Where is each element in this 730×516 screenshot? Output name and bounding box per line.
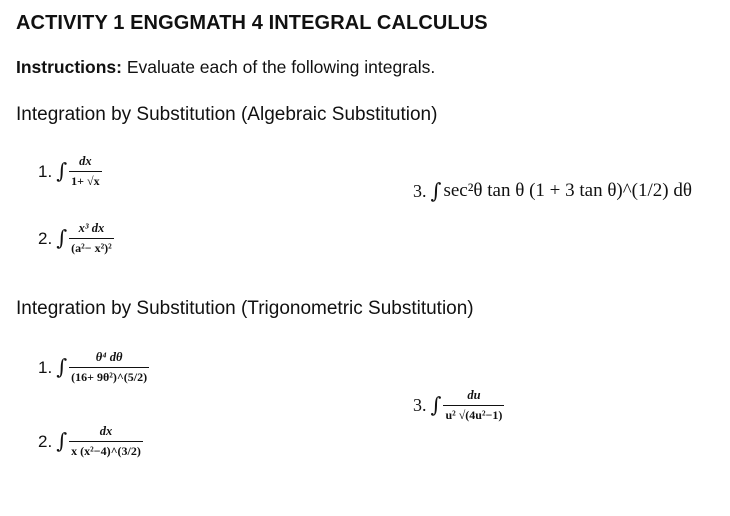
problem-number: 1.	[38, 357, 53, 377]
problem-number: 3.	[413, 395, 427, 415]
numerator: dx	[79, 154, 92, 168]
problem-algebraic-3	[413, 180, 692, 202]
problem-trig-2	[38, 424, 143, 459]
section-heading-algebraic: Integration by Substitution (Algebraic Substitution)	[16, 104, 438, 125]
denominator: 1+ √x	[71, 174, 100, 188]
problem-number: 2.	[38, 228, 53, 248]
instructions-label: Instructions:	[16, 57, 122, 77]
numerator: du	[467, 388, 481, 402]
problem-number: 2.	[38, 431, 53, 451]
denominator: (a²− x²)²	[71, 241, 112, 255]
integral-sign: ∫	[430, 178, 442, 203]
denominator: u² √(4u²−1)	[445, 408, 503, 422]
numerator: θ⁴ dθ	[95, 350, 123, 364]
integrand-expression: sec²θ tan θ (1 + 3 tan θ)^(1/2) dθ	[443, 180, 692, 201]
integral-sign: ∫	[430, 393, 442, 417]
fraction	[69, 350, 149, 385]
fraction	[69, 424, 143, 459]
problem-trig-1	[38, 350, 149, 385]
fraction	[443, 388, 504, 423]
integral-sign: ∫	[56, 429, 68, 453]
numerator: x³ dx	[78, 221, 105, 235]
integral-sign: ∫	[56, 159, 68, 183]
denominator: x (x²−4)^(3/2)	[71, 444, 141, 458]
integral-sign: ∫	[56, 355, 68, 379]
fraction	[69, 154, 101, 189]
section-heading-trigonometric: Integration by Substitution (Trigonometric Substitution)	[16, 298, 474, 319]
problem-number: 1.	[38, 161, 53, 181]
fraction	[69, 221, 114, 256]
problem-number: 3.	[413, 180, 427, 201]
integral-sign: ∫	[56, 226, 68, 250]
instructions	[16, 57, 435, 78]
denominator: (16+ 9θ²)^(5/2)	[71, 370, 148, 384]
instructions-text: Evaluate each of the following integrals.	[121, 57, 436, 77]
problem-algebraic-2	[38, 221, 114, 256]
page-title: ACTIVITY 1 ENGGMATH 4 INTEGRAL CALCULUS	[16, 12, 488, 34]
problem-algebraic-1	[38, 154, 102, 189]
problem-trig-3	[413, 388, 504, 423]
numerator: dx	[99, 424, 113, 438]
